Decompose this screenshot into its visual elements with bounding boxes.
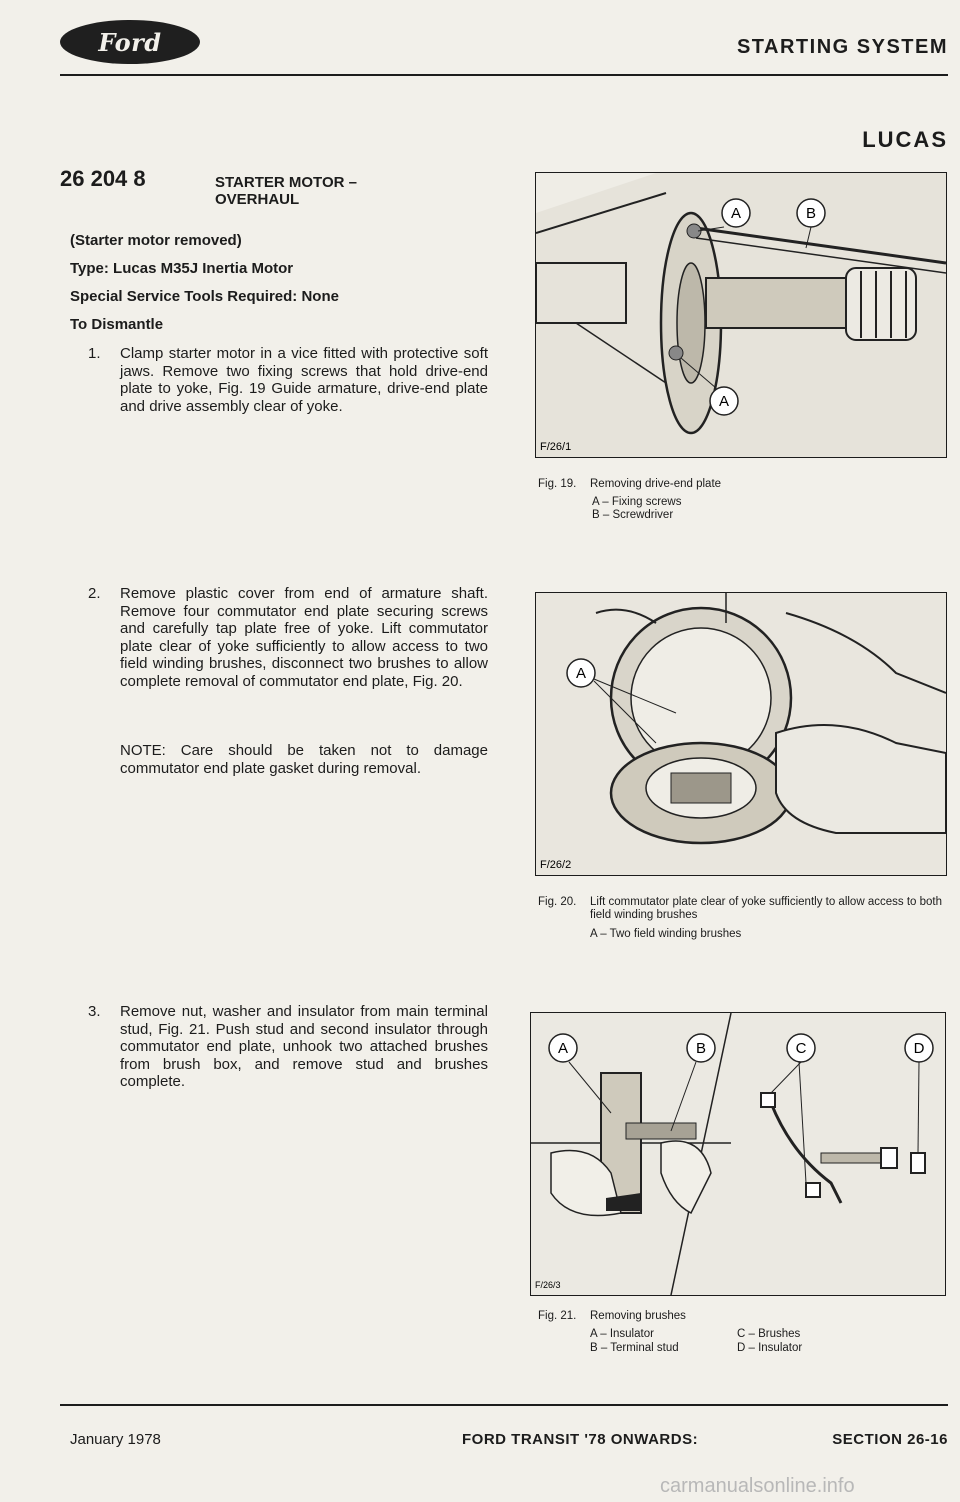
- fig20-label-a: A: [575, 665, 587, 682]
- fig21-label-b: B: [695, 1040, 707, 1057]
- fig21-legend-item: D – Insulator: [737, 1342, 803, 1354]
- fig21-number: Fig. 21.: [538, 1310, 577, 1322]
- fig21-legend-item: A – Insulator: [590, 1328, 654, 1340]
- footer-section: SECTION 26-16: [832, 1431, 948, 1448]
- figure-21-illustration: [530, 1012, 946, 1296]
- footer-date: January 1978: [70, 1431, 161, 1448]
- fig21-caption: Removing brushes: [590, 1310, 686, 1322]
- fig19-caption: Removing drive-end plate: [590, 478, 722, 490]
- fig19-label-a-top: A: [730, 205, 742, 222]
- fig20-caption: Lift commutator plate clear of yoke sufficiently to allow access to both field winding brushes: [590, 896, 942, 921]
- fig21-legend-item: B – Terminal stud: [590, 1342, 679, 1354]
- fig21-label-c: C: [795, 1040, 807, 1057]
- figure-21-drawing: [531, 1013, 945, 1295]
- fig19-legend-item: A – Fixing screws: [592, 496, 682, 508]
- operation-code: 26 204 8: [60, 166, 146, 191]
- fig21-legend-item: C – Brushes: [737, 1328, 801, 1340]
- fig20-number: Fig. 20.: [538, 896, 577, 908]
- motor-type: Type: Lucas M35J Inertia Motor: [70, 260, 294, 277]
- fig19-ref: F/26/1: [540, 441, 572, 453]
- figure-20-illustration: [535, 592, 947, 876]
- figure-19-drawing: [536, 173, 946, 457]
- special-tools: Special Service Tools Required: None: [70, 288, 339, 305]
- step-text: Remove nut, washer and insulator from main terminal stud, Fig. 21. Push stud and second insulator through commutator end plate, unhook two attached brushes from brush box, and remove stud and brushes complete.: [120, 1003, 488, 1090]
- condition-note: (Starter motor removed): [70, 232, 242, 249]
- step-note: NOTE: Care should be taken not to damage commutator end plate gasket during removal.: [120, 742, 488, 777]
- figure-19-illustration: [535, 172, 947, 458]
- ford-logo-text: Ford: [98, 27, 162, 57]
- step-text: Remove plastic cover from end of armature shaft. Remove four commutator end plate securing screws and carefully tap plate free of yoke. Lift commutator plate clear of yoke sufficiently to allow access to two field winding brushes, disconnect two brushes to allow complete removal of commutator end plate, Fig. 20.: [120, 585, 488, 690]
- fig19-number: Fig. 19.: [538, 478, 577, 490]
- header-rule: [60, 74, 948, 76]
- fig21-ref: F/26/3: [535, 1280, 561, 1290]
- step-number: 2.: [88, 585, 101, 602]
- fig21-label-d: D: [913, 1040, 925, 1057]
- footer-rule: [60, 1404, 948, 1406]
- brand-heading: LUCAS: [862, 127, 948, 152]
- fig20-legend-item: A – Two field winding brushes: [590, 928, 742, 940]
- fig19-label-a-bottom: A: [718, 393, 730, 410]
- fig19-legend-item: B – Screwdriver: [592, 509, 674, 521]
- dismantle-heading: To Dismantle: [70, 316, 164, 333]
- operation-title: STARTER MOTOR – OVERHAUL: [215, 174, 357, 208]
- step-number: 1.: [88, 345, 101, 362]
- fig20-ref: F/26/2: [540, 859, 572, 871]
- watermark: carmanualsonline.info: [660, 1475, 855, 1497]
- footer-title: FORD TRANSIT '78 ONWARDS:: [462, 1431, 699, 1448]
- figure-20-drawing: [536, 593, 946, 875]
- section-title: STARTING SYSTEM: [736, 36, 948, 58]
- fig21-label-a: A: [557, 1040, 569, 1057]
- fig19-label-b: B: [805, 205, 817, 222]
- ford-logo: [60, 20, 200, 64]
- step-text: Clamp starter motor in a vice fitted with protective soft jaws. Remove two fixing screws that hold drive-end plate to yoke, Fig. 19 Guide armature, drive-end plate and drive assembly clear of yoke.: [120, 345, 488, 415]
- step-number: 3.: [88, 1003, 101, 1020]
